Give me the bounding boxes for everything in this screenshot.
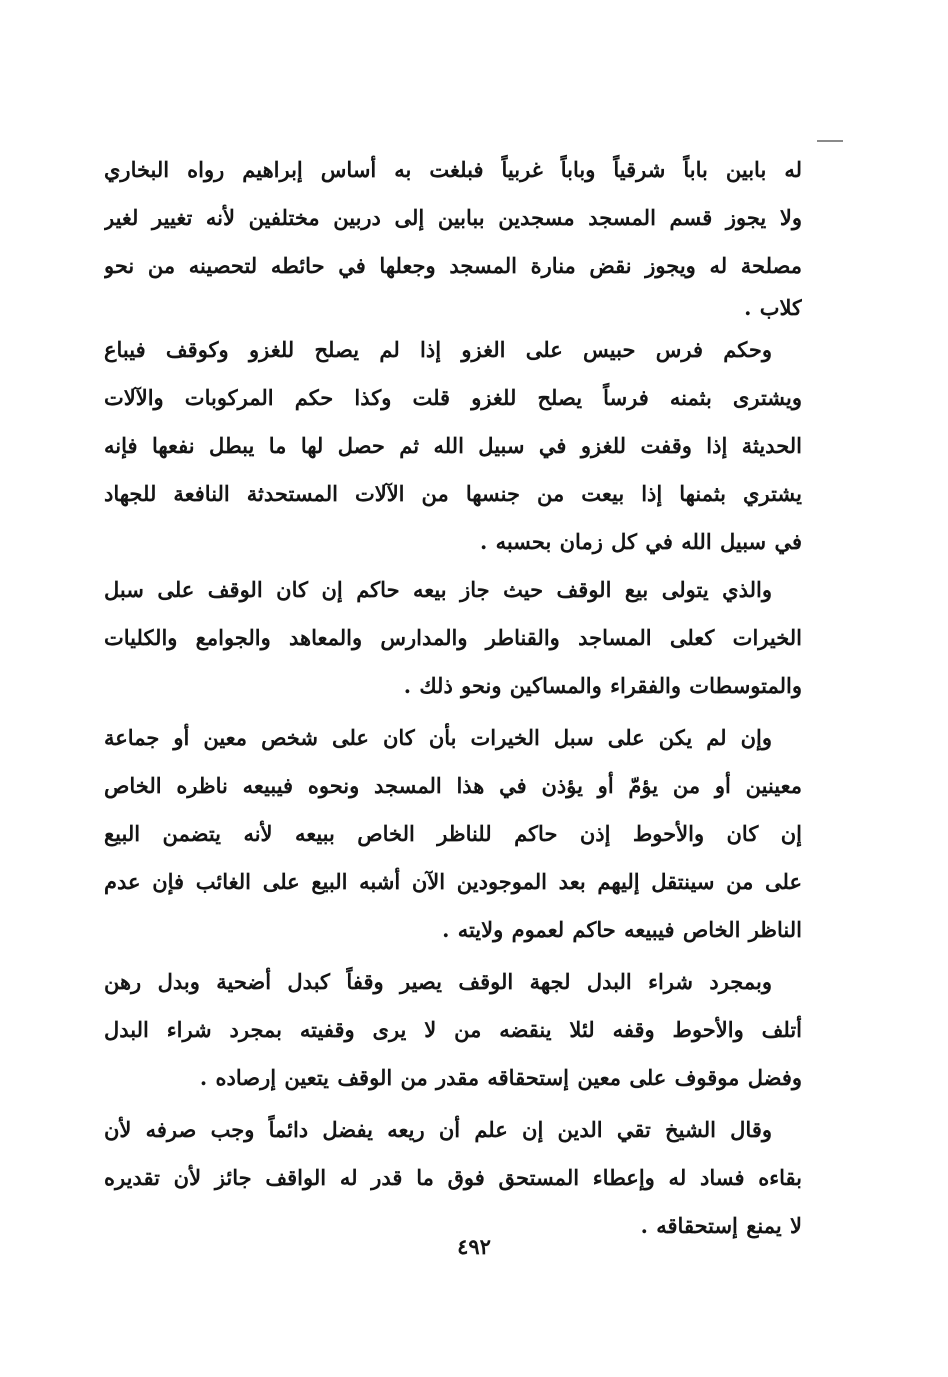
text-line: وقال الشيخ تقي الدين إن علم أن ريعه يفضل دائماً وجب صرفه لأن [104, 1117, 772, 1142]
text-line: الحديثة إذا وقفت للغزو في سبيل الله ثم حصل لها ما يبطل نفعها فإنه [104, 433, 802, 458]
text-line: بقاءه فساد له وإعطاء المستحق فوق ما قدر له الواقف جائز لأن تقديره [104, 1165, 802, 1190]
text-line: مصلحة له ويجوز نقض منارة المسجد وجعلها في حائطه لتحصينه من نحو [104, 253, 802, 278]
text-line: لا يمنع إستحقاقه . [640, 1213, 802, 1238]
text-line: أتلف والأحوط وقفه لئلا ينقضه من لا يرى وقفيته بمجرد شراء البدل [104, 1017, 802, 1042]
text-line: ويشترى بثمنه فرساً يصلح للغزو قلت وكذا حكم المركوبات والآلات [104, 385, 802, 410]
text-line: له بابين باباً شرقياً وباباً غربياً فبلغت به أساس إبراهيم رواه البخاري [104, 157, 802, 182]
text-line: كلاب . [744, 295, 802, 320]
page-number: ٤٩٢ [457, 1234, 491, 1259]
text-line: على من سينتقل إليهم بعد الموجودين الآن أشبه البيع على الغائب فإن عدم [104, 869, 802, 894]
text-line: والذي يتولى بيع الوقف حيث جاز بيعه حاكم إن كان الوقف على سبل [104, 577, 772, 602]
text-line: والمتوسطات والفقراء والمساكين ونحو ذلك . [403, 673, 802, 698]
text-line: وإن لم يكن على سبل الخيرات بأن كان على شخص معين أو جماعة [104, 725, 772, 750]
text-line: في سبيل الله في كل زمان بحسبه . [479, 529, 802, 554]
text-line: وبمجرد شراء البدل لجهة الوقف يصير وقفاً كبدل أضحية وبدل رهن [104, 969, 772, 994]
text-line: وحكم فرس حبيس على الغزو إذا لم يصلح للغزو وكوقف فيباع [104, 337, 772, 362]
text-line: معينين أو من يؤمّ أو يؤذن في هذا المسجد ونحوه فيبيعه ناظره الخاص [104, 773, 802, 798]
text-line: الناظر الخاص فيبيعه حاكم لعموم ولايته . [442, 917, 802, 942]
text-line: وفضل موقوف على معين إستحقاقه مقدر من الوقف يتعين إرصاده . [199, 1065, 802, 1090]
text-line: يشتري بثمنها إذا بيعت من جنسها من الآلات المستحدثة النافعة للجهاد [104, 481, 802, 506]
text-line: إن كان والأحوط إذن حاكم للناظر الخاص ببيعه لأنه يتضمن البيع [104, 821, 802, 846]
text-line: ولا يجوز قسم المسجد مسجدين ببابين إلى دربين مختلفين لأنه تغيير لغير [104, 205, 802, 230]
corner-mark [817, 140, 843, 142]
text-line: الخيرات كعلى المساجد والقناطر والمدارس والمعاهد والجوامع والكليات [104, 625, 802, 650]
body-text [104, 146, 802, 1250]
